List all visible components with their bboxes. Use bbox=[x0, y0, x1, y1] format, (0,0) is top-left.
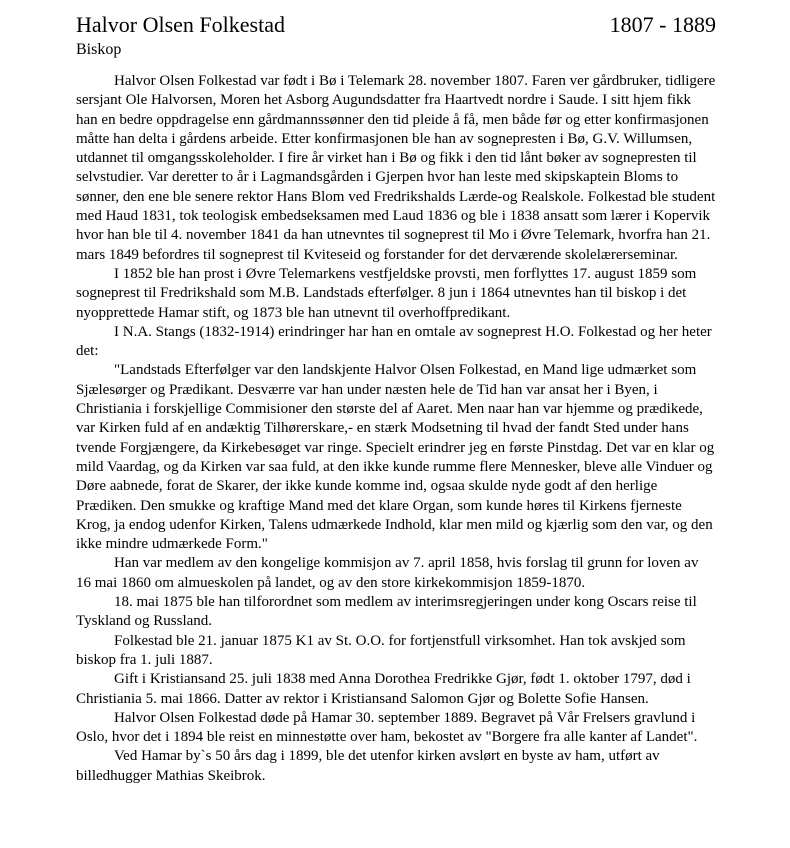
life-years: 1807 - 1889 bbox=[609, 12, 716, 37]
paragraph-death-and-burial: Halvor Olsen Folkestad døde på Hamar 30. september 1889. Begravet på Vår Frelsers gravlund i Oslo, hvor det i 1894 ble reist en minnestøtte over ham, bekostet av "Borgere fra alle kanter af Landet". bbox=[76, 709, 698, 746]
person-name: Halvor Olsen Folkestad bbox=[76, 12, 285, 37]
person-title: Biskop bbox=[76, 41, 122, 58]
paragraph-royal-commission: Han var medlem av den kongelige kommisjon av 7. april 1858, hvis forslag til grunn for loven av 16 mai 1860 om almueskolen på landet, og av den store kirkekommisjon 1859-1870. bbox=[76, 555, 699, 591]
paragraph-prost-and-bishop: I 1852 ble han prost i Øvre Telemarkens vestfjeldske provsti, men forflyttes 17. august 1859 som sogneprest til Fredrikshald som M.B. Landstads efterfølger. 8 jun i 1864 utnevntes han til biskop i det nyopprettede Hamar stift, og 1873 ble han utnevnt til overhoffpredikant. bbox=[76, 265, 697, 321]
paragraph-order-and-retirement: Folkestad ble 21. januar 1875 K1 av St. O.O. for fortjenstfull virksomhet. Han tok avskjed som biskop fra 1. juli 1887. bbox=[76, 632, 686, 668]
paragraph-interim-government: 18. mai 1875 ble han tilforordnet som medlem av interimsregjeringen under kong Oscars reise til Tyskland og Russland. bbox=[76, 594, 697, 630]
document-header bbox=[76, 10, 716, 40]
document-body bbox=[76, 72, 716, 786]
paragraph-stang-intro: I N.A. Stangs (1832-1914) erindringer har han en omtale av sogneprest H.O. Folkestad og her heter det: bbox=[76, 323, 712, 360]
paragraph-stang-quote: "Landstads Efterfølger var den landskjente Halvor Olsen Folkestad, en Mand lige udmærket som Sjælesørger og Prædikant. Desværre var han under næsten hele de Tid han var ansat her i Byen, i Christiania i forskjellige Commisioner den største del af Aaret. Men naar han var hjemme og prædikede, var Kirken fuld af en andæktig Tilhørerskare,- en stærk Modsetning til hvad der fandt Sted under hans tvende Forgjængere, da Kirkebesøget var ringe. Specielt erindrer jeg en første Pinstdag. Det var en klar og mild Vaardag, og da Kirken var saa fuld, at den ikke kunde rumme flere Mennesker, bleve alle Vinduer og Døre aabnede, forat de Skarer, der ikke kunde komme ind, ogsaa skulde nyde godt af den herlige Prædiken. Den smukke og kraftige Mand med det klare Organ, som kunde høres til Kirkens fjerneste Krog, ja endog udenfor Kirken, Talens udmærkede Indhold, klar men mild og kjærlig som den var, og den ikke mindre udmærkede Form." bbox=[76, 362, 715, 553]
paragraph-biography-early-life: Halvor Olsen Folkestad var født i Bø i Telemark 28. november 1807. Faren ver gårdbruker, tidligere sersjant Ole Halvorsen, Moren het Asborg Augundsdatter fra Haartvedt nordre i Saude. I sitt hjem fikk han en bedre oppdragelse enn gårdmannssønner den tid pleide å få, men både før og etter konfirmasjonen måtte han delta i gårdens arbeide. Etter konfirmasjonen ble han av sognepresten i Bø, G.V. Willumsen, utdannet til omgangsskoleholder. I fire år virket han i Bø og fikk i den tid lånt bøker av sognepresten til selvstudier. Var deretter to år i Lagmandsgården i Gjerpen hvor han leste med skipskaptein Bloms to sønner, den ene ble senere rektor Hans Blom ved Fredrikshalds Lærde-og Realskole. Folkestad ble student med Haud 1831, tok teologisk embedseksamen med Laud 1836 og ble i 1838 ansatt som lærer i Kopervik hvor han ble til 4. november 1841 da han utnevntes til sogneprest til Mo i Øvre Telemark, hvorfra han 21. mars 1849 befordres til sogneprest til Kviteseid og forstander for det derværende skolelærerseminar. bbox=[76, 73, 716, 263]
document-page bbox=[76, 10, 716, 786]
paragraph-bust: Ved Hamar by`s 50 års dag i 1899, ble det utenfor kirken avslørt en byste av ham, utført av billedhugger Mathias Skeibrok. bbox=[76, 748, 660, 784]
paragraph-marriage: Gift i Kristiansand 25. juli 1838 med Anna Dorothea Fredrikke Gjør, født 1. oktober 1797, død i Christiania 5. mai 1866. Datter av rektor i Kristiansand Salomon Gjør og Bolette Sofie Hansen. bbox=[76, 671, 691, 707]
